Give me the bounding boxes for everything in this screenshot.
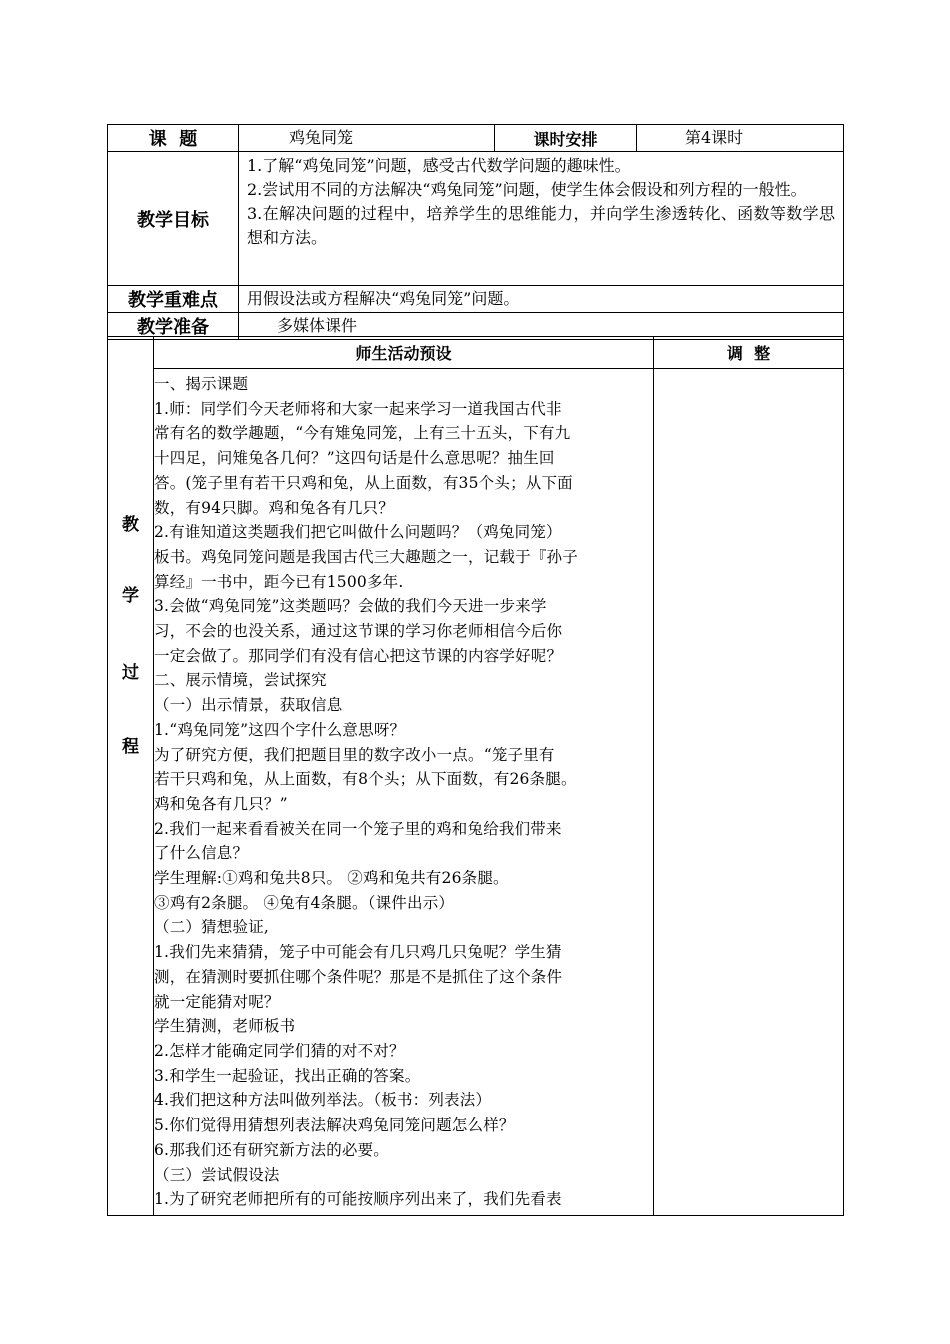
activity-line: 学生猜测，老师板书 (154, 1017, 296, 1036)
activity-line: （二）猜想验证, (154, 918, 270, 937)
activity-line: 就一定能猜对呢？ (154, 992, 280, 1011)
key-points-label: 教学重难点 (108, 286, 239, 313)
process-label (108, 337, 154, 1216)
activity-line: 若干只鸡和兔，从上面数，有8个头；从下面数，有26条腿。 (154, 770, 577, 789)
activity-line: 测，在猜测时要抓住哪个条件呢？那是不是抓住了这个条件 (154, 967, 563, 986)
activity-line: 常有名的数学趣题，“今有雉兔同笼，上有三十五头，下有九 (154, 424, 571, 443)
topic-label: 课 题 (108, 125, 239, 152)
preparation-value: 多媒体课件 (239, 313, 844, 340)
adjust-content (654, 369, 844, 1216)
topic-value: 鸡兔同笼 (239, 125, 495, 152)
activity-line: 答。(笼子里有若干只鸡和兔，从上面数，有35个头；从下面 (154, 473, 573, 492)
process-char: 学 (122, 586, 139, 606)
activity-header: 师生活动预设 (154, 337, 654, 369)
activity-line: （三）尝试假设法 (154, 1165, 280, 1184)
activity-line: 为了研究方便，我们把题目里的数字改小一点。“笼子里有 (154, 745, 555, 764)
activity-line: 2.我们一起来看看被关在同一个笼子里的鸡和兔给我们带来 (154, 819, 562, 838)
activity-line: 一定会做了。那同学们有没有信心把这节课的内容学好呢？ (154, 646, 563, 665)
objectives-label: 教学目标 (108, 152, 239, 286)
activity-line: 习，不会的也没关系，通过这节课的学习你老师相信今后你 (154, 622, 563, 641)
activity-line: （一）出示情景，获取信息 (154, 696, 343, 715)
activity-line: 4.我们把这种方法叫做列举法。（板书：列表法） (154, 1091, 492, 1110)
preparation-label: 教学准备 (108, 313, 239, 340)
activity-line: 一、揭示课题 (154, 375, 249, 393)
activity-line: 二、展示情境，尝试探究 (154, 671, 327, 690)
activity-line: 了什么信息？ (154, 844, 249, 863)
objectives-content (239, 152, 844, 286)
activity-line: 1.师：同学们今天老师将和大家一起来学习一道我国古代非 (154, 399, 562, 418)
objective-item: 3.在解决问题的过程中，培养学生的思维能力，并向学生渗透转化、函数等数学思想和方法。 (247, 204, 835, 247)
activity-line: 算经』一书中，距今已有1500多年. (154, 572, 404, 591)
activity-line: 3.会做“鸡兔同笼”这类题吗？会做的我们今天进一步来学 (154, 597, 547, 616)
activity-line: 5.你们觉得用猜想列表法解决鸡兔同笼问题怎么样？ (154, 1116, 515, 1135)
activity-line: 3.和学生一起验证，找出正确的答案。 (154, 1066, 421, 1085)
objective-item: 2.尝试用不同的方法解决“鸡兔同笼”问题，使学生体会假设和列方程的一般性。 (247, 180, 807, 199)
process-char: 过 (122, 663, 139, 683)
activity-line: 1.为了研究老师把所有的可能按顺序列出来了，我们先看表 (154, 1190, 562, 1209)
activity-line: 6.那我们还有研究新方法的必要。 (154, 1140, 389, 1159)
process-char: 程 (122, 737, 139, 757)
activity-line: 鸡和兔各有几只？” (154, 794, 288, 813)
adjust-header: 调 整 (654, 337, 844, 369)
activity-line: 2.怎样才能确定同学们猜的对不对？ (154, 1041, 405, 1060)
activity-line: 1.我们先来猜猜，笼子中可能会有几只鸡几只兔呢？学生猜 (154, 943, 562, 962)
activity-line: ③鸡有2条腿。 ④兔有4条腿。（课件出示） (154, 893, 455, 912)
schedule-label: 课时安排 (495, 125, 637, 152)
activity-line: 数，有94只脚。鸡和兔各有几只？ (154, 498, 394, 517)
schedule-value: 第4课时 (637, 125, 844, 152)
activity-line: 1.“鸡兔同笼”这四个字什么意思呀？ (154, 720, 406, 739)
objective-item: 1.了解“鸡兔同笼”问题，感受古代数学问题的趣味性。 (247, 156, 631, 175)
activity-line: 板书。鸡兔同笼问题是我国古代三大趣题之一，记载于『孙子 (154, 547, 578, 566)
activity-content (154, 369, 654, 1216)
key-points-value: 用假设法或方程解决“鸡兔同笼”问题。 (239, 286, 844, 313)
process-char: 教 (122, 515, 139, 535)
activity-line: 2.有谁知道这类题我们把它叫做什么问题吗？（鸡兔同笼） (154, 523, 562, 542)
lesson-info-table (107, 124, 844, 340)
activity-lines (154, 372, 653, 1212)
process-table (107, 336, 844, 1216)
activity-line: 十四足，问雉兔各几何？”这四句话是什么意思呢？抽生回 (154, 449, 555, 468)
activity-line: 学生理解:①鸡和兔共8只。 ②鸡和兔共有26条腿。 (154, 869, 509, 888)
